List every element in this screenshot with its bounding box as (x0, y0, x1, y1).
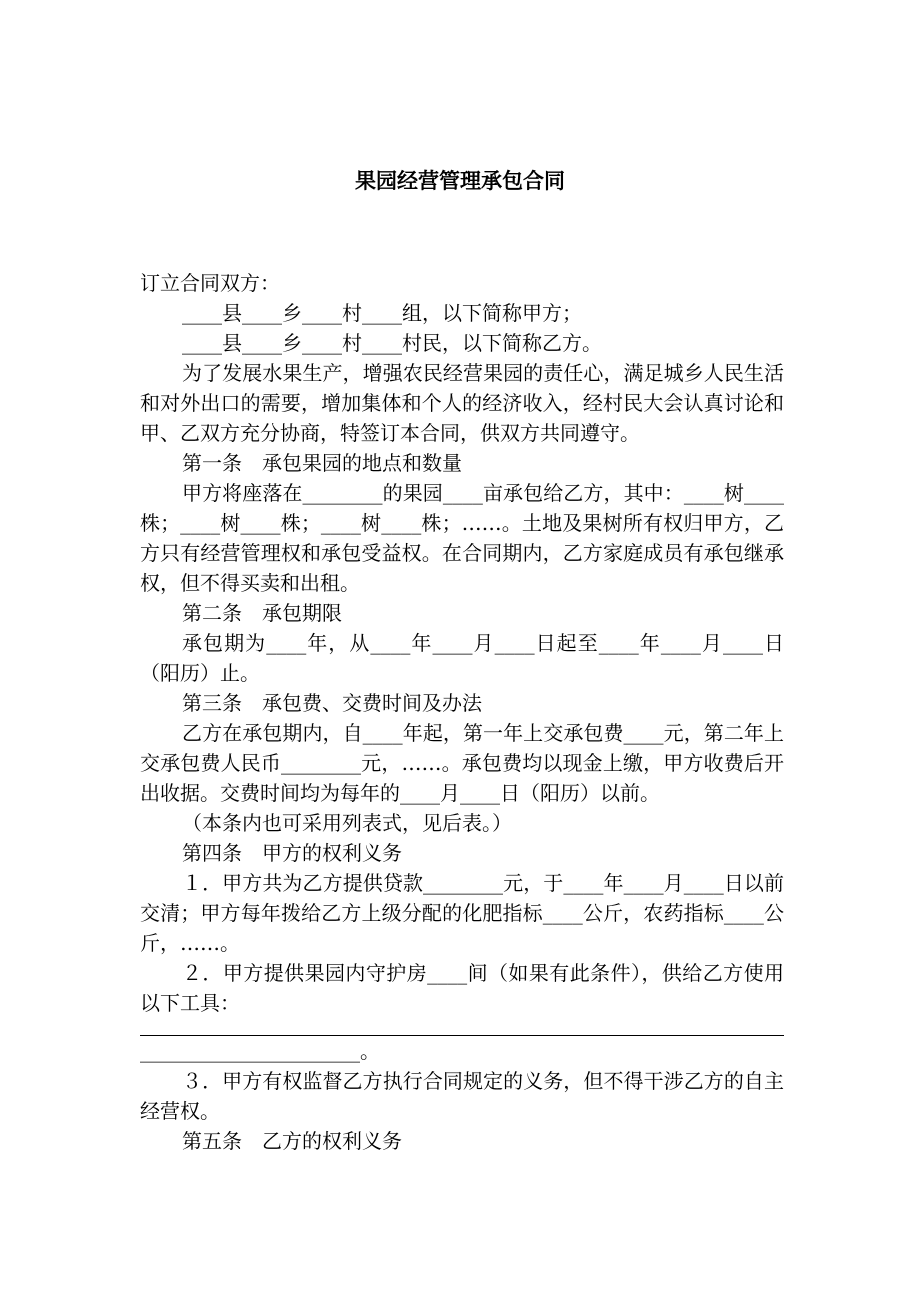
article-1-body: 甲方将座落在________的果园____亩承包给乙方，其中：____树____株；____树____株；____树____株；……。土地及果树所有权归甲方，乙方只有经营管理权和承包受益权。在合同期内，乙方家庭成员有承包继承权，但不得买卖和出租。 (140, 481, 784, 595)
article-3-body: 乙方在承包期内，自____年起，第一年上交承包费____元，第二年上交承包费人民币________元，……。承包费均以现金上缴，甲方收费后开出收据。交费时间均为每年的____月____日（阳历）以前。 (140, 721, 784, 805)
document-body (140, 268, 784, 1156)
article-4-item-2-tools-blank: ______________________。 (140, 1039, 380, 1063)
article-4-item-3: ３．甲方有权监督乙方执行合同规定的义务，但不得干涉乙方的自主经营权。 (140, 1069, 784, 1123)
paragraph-party-b: ____县____乡____村____村民，以下简称乙方。 (182, 331, 602, 355)
document-title: 果园经营管理承包合同 (355, 168, 565, 193)
blank-line (140, 1006, 784, 1036)
article-4-item-2: ２．甲方提供果园内守护房____间（如果有此条件），供给乙方使用以下工具： (140, 961, 784, 1015)
article-1-heading: 第一条 承包果园的地点和数量 (182, 451, 462, 475)
article-3-heading: 第三条 承包费、交费时间及办法 (182, 691, 482, 715)
paragraph-party-a: ____县____乡____村____组，以下简称甲方； (182, 301, 582, 325)
paragraph-parties-heading: 订立合同双方： (140, 271, 280, 295)
article-3-note: （本条内也可采用列表式，见后表。） (182, 811, 512, 835)
article-2-body: 承包期为____年，从____年____月____日起至____年____月____日（阳历）止。 (140, 631, 784, 685)
article-5-heading: 第五条 乙方的权利义务 (182, 1129, 402, 1153)
article-2-heading: 第二条 承包期限 (182, 601, 342, 625)
article-4-item-1: １．甲方共为乙方提供贷款________元，于____年____月____日以前交清；甲方每年拨给乙方上级分配的化肥指标____公斤，农药指标____公斤，……。 (140, 871, 784, 955)
article-4-heading: 第四条 甲方的权利义务 (182, 841, 402, 865)
paragraph-preamble: 为了发展水果生产，增强农民经营果园的责任心，满足城乡人民生活和对外出口的需要，增加集体和个人的经济收入，经村民大会认真讨论和甲、乙双方充分协商，特签订本合同，供双方共同遵守。 (140, 361, 784, 445)
